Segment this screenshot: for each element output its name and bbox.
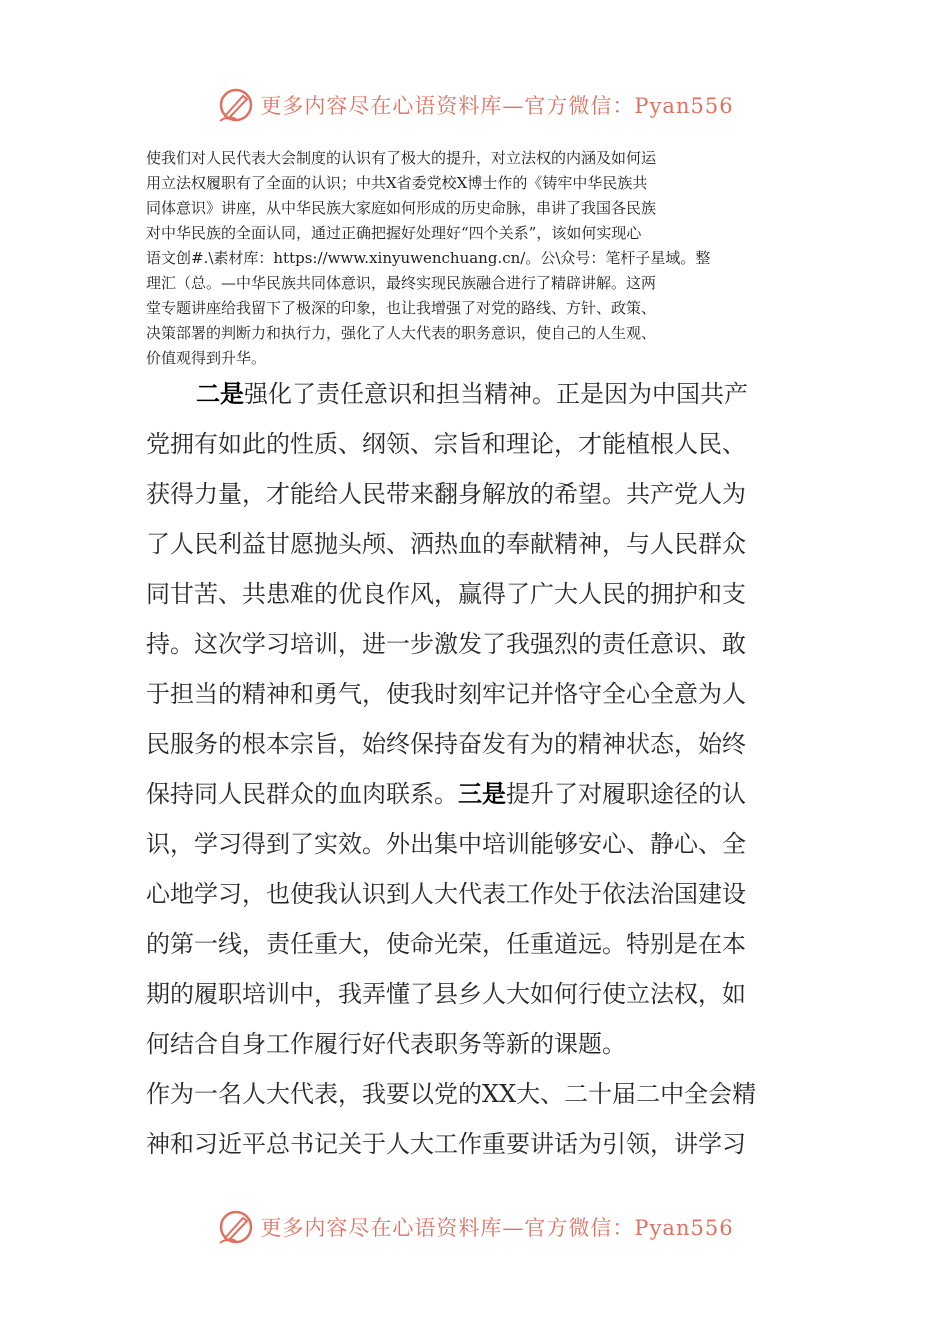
body-line: 党拥有如此的性质、纲领、宗旨和理论，才能植根人民、 — [146, 430, 746, 458]
banner-text: 更多内容尽在心语资料库—官方微信：Pyan556 — [260, 1216, 734, 1240]
body-line-text: 保持同人民群众的血肉联系。 — [146, 780, 458, 808]
body-line: 获得力量，才能给人民带来翻身解放的希望。共产党人为 — [146, 480, 746, 508]
paragraph-line: 用立法权履职有了全面的认识；中共X省委党校X博士作的《铸牢中华民族共 — [146, 174, 648, 192]
point-two-label: 二是 — [196, 379, 244, 408]
body-line — [196, 377, 748, 411]
paragraph-line: 同体意识》讲座，从中华民族大家庭如何形成的历史命脉，串讲了我国各民族 — [146, 199, 657, 217]
body-line — [146, 777, 746, 811]
paragraph-line: 堂专题讲座给我留下了极深的印象，也让我增强了对党的路线、方针、政策、 — [146, 299, 657, 317]
banner-text: 更多内容尽在心语资料库—官方微信：Pyan556 — [260, 94, 734, 118]
pen-logo-icon — [216, 1207, 256, 1247]
body-line: 了人民利益甘愿抛头颅、洒热血的奉献精神，与人民群众 — [146, 530, 746, 558]
body-line: 民服务的根本宗旨，始终保持奋发有为的精神状态，始终 — [146, 730, 746, 758]
body-line: 同甘苦、共患难的优良作风，赢得了广大人民的拥护和支 — [146, 580, 746, 608]
footer-watermark-banner — [0, 1204, 950, 1250]
body-line: 期的履职培训中，我弄懂了县乡人大如何行使立法权，如 — [146, 980, 746, 1008]
body-line: 的第一线，责任重大，使命光荣，任重道远。特别是在本 — [146, 930, 746, 958]
paragraph-line: 价值观得到升华。 — [146, 349, 267, 367]
body-line: 于担当的精神和勇气，使我时刻牢记并恪守全心全意为人 — [146, 680, 746, 708]
body-line: 持。这次学习培训，进一步激发了我强烈的责任意识、敢 — [146, 630, 746, 658]
body-line-text: 强化了责任意识和担当精神。正是因为中国共产 — [244, 380, 748, 408]
header-watermark-banner — [0, 82, 950, 128]
body-line: 心地学习，也使我认识到人大代表工作处于依法治国建设 — [146, 880, 746, 908]
pen-logo-icon — [216, 85, 256, 125]
paragraph-line: 对中华民族的全面认同，通过正确把握好处理好“四个关系”，该如何实现心 — [146, 224, 642, 242]
paragraph-line: 使我们对人民代表大会制度的认识有了极大的提升，对立法权的内涵及如何运 — [146, 149, 657, 167]
body-line: 作为一名人大代表，我要以党的XX大、二十届二中全会精 — [146, 1080, 757, 1108]
paragraph-line: 理汇（总。—中华民族共同体意识，最终实现民族融合进行了精辟讲解。这两 — [146, 274, 657, 292]
body-line: 何结合自身工作履行好代表职务等新的课题。 — [146, 1030, 626, 1058]
body-line: 神和习近平总书记关于人大工作重要讲话为引领，讲学习 — [146, 1130, 746, 1158]
point-three-label: 三是 — [458, 779, 506, 808]
body-line: 识，学习得到了实效。外出集中培训能够安心、静心、全 — [146, 830, 746, 858]
paragraph-line: 语文创#.\素材库：https://www.xinyuwenchuang.cn/。公\众号：笔杆子星域。整 — [146, 249, 711, 267]
paragraph-line: 决策部署的判断力和执行力，强化了人大代表的职务意识，使自己的人生观、 — [146, 324, 657, 342]
intro-paragraph — [146, 146, 808, 371]
body-line-text: 提升了对履职途径的认 — [506, 780, 746, 808]
